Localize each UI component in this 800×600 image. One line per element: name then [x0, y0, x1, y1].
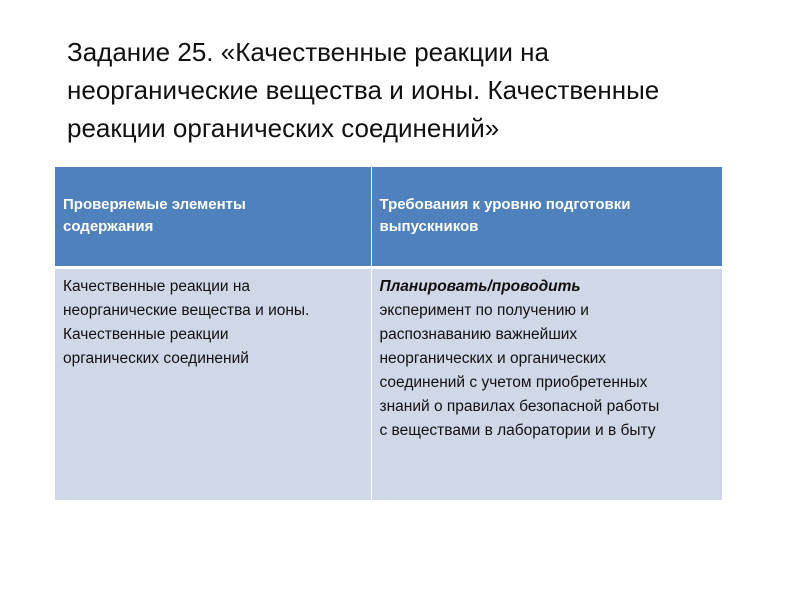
- slide-title-line-2: неорганические вещества и ионы. Качественные: [67, 75, 660, 105]
- cell-content-elements: [55, 267, 371, 500]
- requirement-emphasis: Планировать/проводить: [379, 277, 581, 295]
- requirement-line-3: неорганических и органических: [379, 349, 607, 367]
- requirement-line-1: эксперимент по получению и: [379, 301, 589, 319]
- header-requirements-line-2: выпускников: [379, 218, 479, 236]
- content-line-1: Качественные реакции на: [63, 277, 251, 295]
- requirement-line-2: распознаванию важнейших: [379, 325, 578, 343]
- header-content-elements-line-1: Проверяемые элементы: [63, 196, 246, 214]
- requirement-line-4: соединений с учетом приобретенных: [379, 373, 648, 391]
- requirement-line-5: знаний о правилах безопасной работы: [379, 397, 660, 415]
- requirements-table: [55, 167, 722, 500]
- table-row: [55, 267, 722, 500]
- slide-title-line-1: Задание 25. «Качественные реакции на: [67, 37, 549, 67]
- header-requirements-line-1: Требования к уровню подготовки: [379, 196, 631, 214]
- content-line-2: неорганические вещества и ионы.: [63, 301, 310, 319]
- cell-requirements: [371, 267, 722, 500]
- table-header-row: [55, 167, 722, 267]
- content-line-4: органических соединений: [63, 349, 249, 367]
- slide-title-line-3: реакции органических соединений»: [67, 113, 500, 143]
- slide-title: [67, 33, 767, 147]
- header-content-elements: [55, 167, 371, 267]
- header-content-elements-line-2: содержания: [63, 218, 154, 236]
- requirement-line-6: с веществами в лаборатории и в быту: [379, 421, 656, 439]
- content-line-3: Качественные реакции: [63, 325, 229, 343]
- header-requirements: [371, 167, 722, 267]
